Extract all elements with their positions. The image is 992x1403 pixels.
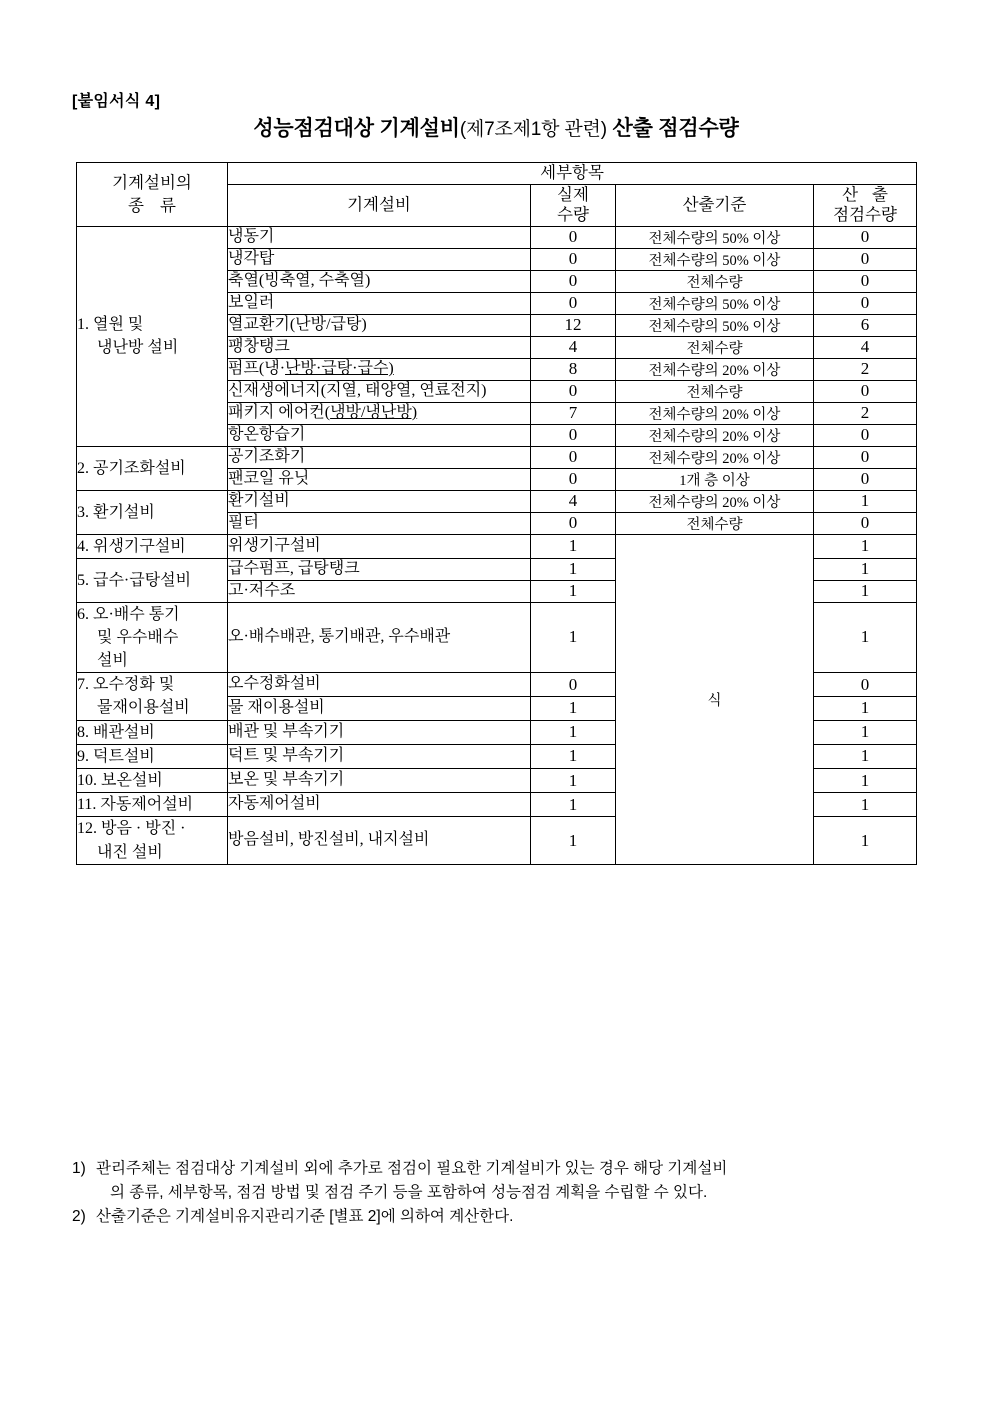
category-cell (77, 793, 228, 817)
actual-quantity-cell: 1 (531, 793, 616, 817)
actual-quantity-cell: 0 (531, 270, 616, 292)
result-quantity-cell: 1 (814, 720, 917, 744)
category-line: 2. 공기조화설비 (77, 459, 186, 477)
equipment-cell: 패키지 에어컨(냉방/냉난방) (228, 402, 531, 424)
category-line: 4. 위생기구설비 (77, 537, 186, 555)
equipment-cell: 위생기구설비 (228, 534, 531, 558)
category-line: 물재이용설비 (97, 699, 190, 717)
actual-quantity-cell: 1 (531, 559, 616, 581)
table-row (77, 446, 917, 468)
equipment-cell: 보온 및 부속기기 (228, 768, 531, 792)
footnote-item (72, 1157, 928, 1205)
category-cell (77, 720, 228, 744)
header-category (77, 163, 228, 227)
equipment-cell: 오수정화설비 (228, 673, 531, 697)
category-cell (77, 744, 228, 768)
result-quantity-cell: 4 (814, 336, 917, 358)
criteria-cell: 전체수량 (616, 512, 814, 534)
equipment-cell: 냉각탑 (228, 248, 531, 270)
actual-quantity-cell: 1 (531, 602, 616, 673)
equipment-cell: 열교환기(난방/급탕) (228, 314, 531, 336)
result-quantity-cell: 2 (814, 402, 917, 424)
actual-quantity-cell: 4 (531, 336, 616, 358)
criteria-cell: 전체수량 (616, 336, 814, 358)
equipment-cell: 오·배수배관, 통기배관, 우수배관 (228, 602, 531, 673)
actual-quantity-cell: 0 (531, 468, 616, 490)
result-quantity-cell: 0 (814, 380, 917, 402)
criteria-cell: 전체수량 (616, 380, 814, 402)
result-quantity-cell: 1 (814, 793, 917, 817)
title-clause-reference: (제7조제1항 관련) (459, 119, 607, 140)
criteria-merged-cell: 식 (616, 534, 814, 864)
actual-quantity-cell: 12 (531, 314, 616, 336)
criteria-cell: 전체수량의 20% 이상 (616, 424, 814, 446)
actual-quantity-cell: 8 (531, 358, 616, 380)
footnote-line: 관리주체는 점검대상 기계설비 외에 추가로 점검이 필요한 기계설비가 있는 경우 해당 기계설비 (96, 1160, 728, 1177)
equipment-cell: 펌프(냉·난방·급탕·급수) (228, 358, 531, 380)
header-actual-qty: 실제 수량 (531, 184, 616, 226)
equipment-cell: 공기조화기 (228, 446, 531, 468)
header-detail-group: 세부항목 (228, 163, 917, 185)
actual-quantity-cell: 1 (531, 696, 616, 720)
equipment-cell: 보일러 (228, 292, 531, 314)
criteria-cell: 전체수량의 20% 이상 (616, 490, 814, 512)
equipment-cell: 물 재이용설비 (228, 696, 531, 720)
result-quantity-cell: 1 (814, 534, 917, 558)
result-quantity-cell: 1 (814, 490, 917, 512)
equipment-cell: 고·저수조 (228, 580, 531, 602)
result-quantity-cell: 0 (814, 446, 917, 468)
result-quantity-cell: 0 (814, 292, 917, 314)
equipment-cell: 냉동기 (228, 226, 531, 248)
category-line: 및 우수배수 (97, 628, 179, 646)
actual-quantity-cell: 0 (531, 512, 616, 534)
inspection-quantity-table (76, 162, 917, 865)
equipment-cell: 덕트 및 부속기기 (228, 744, 531, 768)
actual-quantity-cell: 7 (531, 402, 616, 424)
criteria-cell: 전체수량의 20% 이상 (616, 446, 814, 468)
result-quantity-cell: 0 (814, 673, 917, 697)
table-header-row (77, 163, 917, 185)
category-line: 9. 덕트설비 (77, 747, 155, 765)
result-quantity-cell: 1 (814, 559, 917, 581)
equipment-cell: 항온항습기 (228, 424, 531, 446)
result-quantity-cell: 1 (814, 744, 917, 768)
equipment-cell: 팬코일 유닛 (228, 468, 531, 490)
criteria-cell: 전체수량 (616, 270, 814, 292)
category-cell (77, 226, 228, 446)
actual-quantity-cell: 0 (531, 248, 616, 270)
title-bold-first: 성능점검대상 기계설비 (253, 117, 460, 140)
result-quantity-cell: 1 (814, 768, 917, 792)
title-bold-second: 산출 점검수량 (612, 117, 739, 140)
category-line: 6. 오·배수 통기 (77, 605, 180, 623)
result-quantity-cell: 6 (814, 314, 917, 336)
equipment-underlined-part: 냉방/냉난방) (330, 403, 418, 421)
actual-quantity-cell: 0 (531, 380, 616, 402)
category-line: 11. 자동제어설비 (77, 796, 194, 814)
actual-quantity-cell: 4 (531, 490, 616, 512)
category-line: 12. 방음 · 방진 · (77, 820, 186, 838)
result-quantity-cell: 1 (814, 817, 917, 864)
category-cell (77, 534, 228, 558)
actual-quantity-cell: 0 (531, 226, 616, 248)
header-equipment: 기계설비 (228, 184, 531, 226)
header-result: 산출 점검수량 (814, 184, 917, 226)
equipment-cell: 방음설비, 방진설비, 내지설비 (228, 817, 531, 864)
equipment-underlined-part: 난방·급탕·급수) (285, 359, 394, 377)
actual-quantity-cell: 1 (531, 744, 616, 768)
category-cell (77, 673, 228, 720)
result-quantity-cell: 0 (814, 468, 917, 490)
category-line: 8. 배관설비 (77, 723, 155, 741)
category-line: 3. 환기설비 (77, 503, 155, 521)
footnote-item (72, 1205, 928, 1229)
actual-quantity-cell: 1 (531, 768, 616, 792)
criteria-cell: 전체수량의 20% 이상 (616, 402, 814, 424)
result-quantity-cell: 1 (814, 696, 917, 720)
equipment-cell: 팽창탱크 (228, 336, 531, 358)
category-line: 설비 (97, 652, 128, 670)
result-quantity-cell: 1 (814, 602, 917, 673)
actual-quantity-cell: 1 (531, 580, 616, 602)
footnote-text (96, 1157, 928, 1205)
equipment-cell: 축열(빙축열, 수축열) (228, 270, 531, 292)
result-quantity-cell: 0 (814, 424, 917, 446)
category-line: 1. 열원 및 (77, 316, 144, 334)
category-line: 7. 오수정화 및 (77, 676, 175, 694)
result-quantity-cell: 1 (814, 580, 917, 602)
footnote-number: 1) (72, 1160, 86, 1177)
result-quantity-cell: 0 (814, 226, 917, 248)
category-cell (77, 602, 228, 673)
equipment-cell: 급수펌프, 급탕탱크 (228, 559, 531, 581)
category-line: 냉난방 설비 (97, 339, 179, 357)
category-line: 내진 설비 (97, 843, 163, 861)
header-category-line1: 기계설비의 (112, 173, 192, 193)
category-cell (77, 446, 228, 490)
category-cell (77, 817, 228, 864)
result-quantity-cell: 0 (814, 248, 917, 270)
footnote-text (96, 1205, 928, 1229)
actual-quantity-cell: 1 (531, 720, 616, 744)
page-title (0, 112, 992, 142)
form-tag-label: [붙임서식 4] (72, 93, 161, 110)
footnote-number: 2) (72, 1208, 86, 1226)
category-cell (77, 559, 228, 603)
category-line: 10. 보온설비 (77, 771, 163, 789)
result-quantity-cell: 2 (814, 358, 917, 380)
actual-quantity-cell: 1 (531, 817, 616, 864)
actual-quantity-cell: 0 (531, 673, 616, 697)
table-row (77, 534, 917, 558)
equipment-cell: 자동제어설비 (228, 793, 531, 817)
table-row (77, 490, 917, 512)
footnotes (72, 1157, 928, 1229)
criteria-cell: 전체수량의 50% 이상 (616, 248, 814, 270)
criteria-cell: 전체수량의 50% 이상 (616, 314, 814, 336)
equipment-cell: 필터 (228, 512, 531, 534)
result-quantity-cell: 0 (814, 512, 917, 534)
header-criteria: 산출기준 (616, 184, 814, 226)
equipment-cell: 신재생에너지(지열, 태양열, 연료전지) (228, 380, 531, 402)
table-row (77, 226, 917, 248)
equipment-cell: 환기설비 (228, 490, 531, 512)
equipment-cell: 배관 및 부속기기 (228, 720, 531, 744)
actual-quantity-cell: 0 (531, 446, 616, 468)
header-category-line2: 종류 (128, 196, 192, 216)
actual-quantity-cell: 0 (531, 424, 616, 446)
category-cell (77, 768, 228, 792)
footnote-line: 의 종류, 세부항목, 점검 방법 및 점검 주기 등을 포함하여 성능점검 계획을 수립할 수 있다. (110, 1184, 708, 1202)
criteria-cell: 1개 층 이상 (616, 468, 814, 490)
criteria-cell: 전체수량의 50% 이상 (616, 292, 814, 314)
actual-quantity-cell: 1 (531, 534, 616, 558)
category-line: 5. 급수·급탕설비 (77, 571, 192, 589)
criteria-cell: 전체수량의 20% 이상 (616, 358, 814, 380)
category-cell (77, 490, 228, 534)
footnote-line: 산출기준은 기계설비유지관리기준 [별표 2]에 의하여 계산한다. (96, 1208, 514, 1226)
result-quantity-cell: 0 (814, 270, 917, 292)
criteria-cell: 전체수량의 50% 이상 (616, 226, 814, 248)
actual-quantity-cell: 0 (531, 292, 616, 314)
